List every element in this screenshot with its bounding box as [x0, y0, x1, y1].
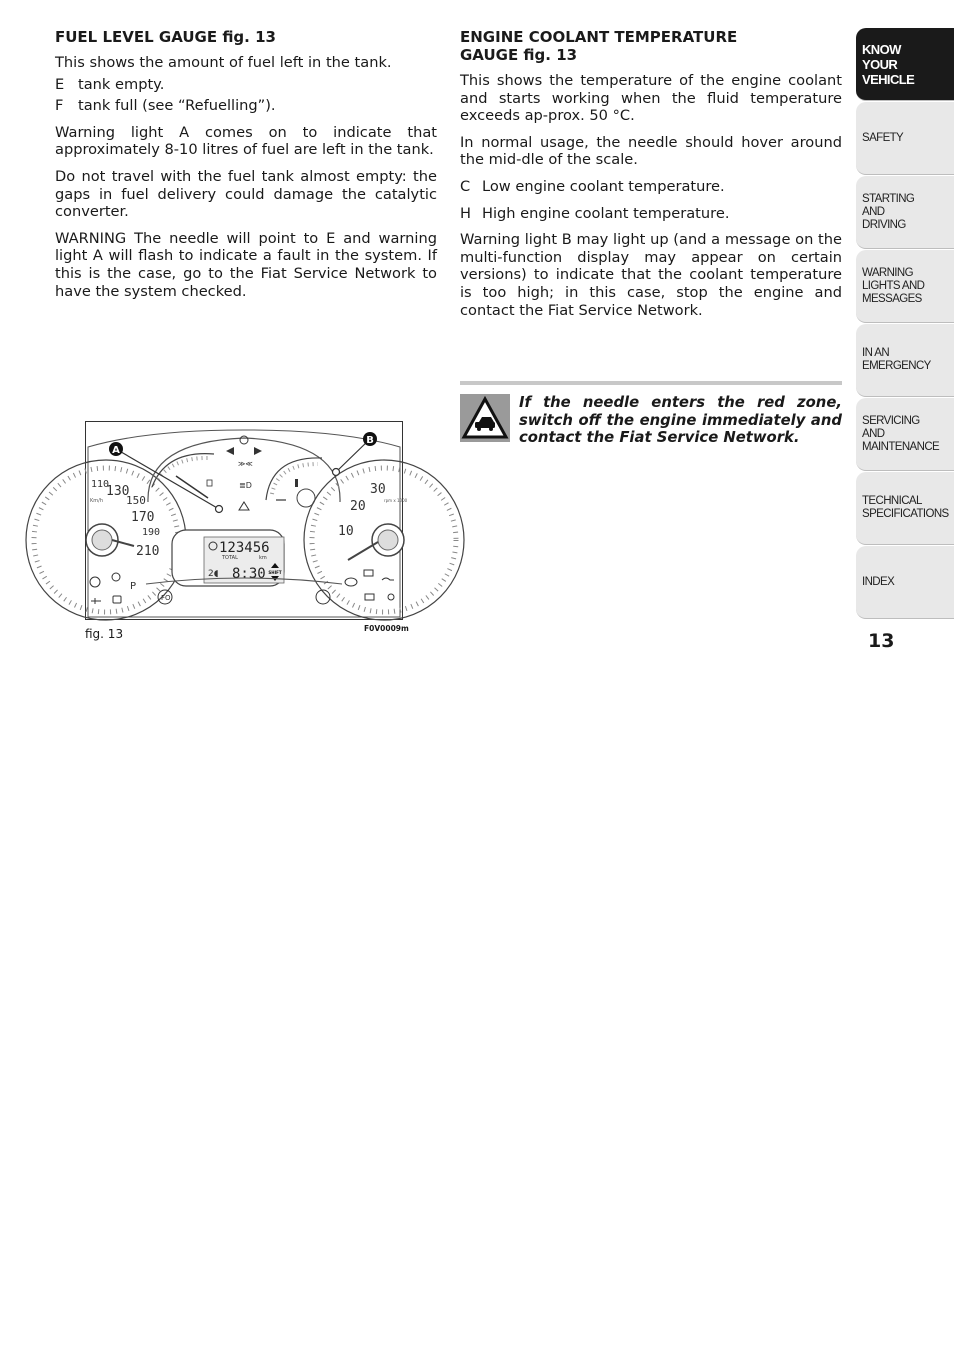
chapter-tabs	[856, 28, 954, 620]
definition-low	[460, 178, 842, 196]
rpm-unit-label: rpm x 1000	[384, 498, 408, 503]
tab-warning-lights-and-messages[interactable]: WARNING LIGHTS AND MESSAGES	[856, 250, 954, 323]
tab-technical-specifications[interactable]: TECHNICAL SPECIFICATIONS	[856, 472, 954, 545]
definition-full	[55, 97, 437, 115]
coolant-paragraph: In normal usage, the needle should hover around the mid-dle of the scale.	[460, 133, 842, 169]
warning-triangle-car-icon	[460, 394, 510, 442]
side-light-icon: ≫≪	[238, 460, 253, 468]
park-label: P	[130, 581, 137, 592]
coolant-heading-line: ENGINE COOLANT TEMPERATURE	[460, 28, 738, 46]
figure-code: F0V0009m	[364, 624, 409, 633]
speed-label: 170	[131, 510, 155, 525]
rpm-label: 10	[338, 524, 354, 539]
definition-key: F	[55, 97, 64, 115]
definition-text: tank empty.	[78, 75, 165, 93]
definition-text: tank full (see “Refuelling”).	[78, 97, 276, 115]
coolant-thermometer-icon	[295, 479, 298, 487]
tab-servicing-and-maintenance[interactable]: SERVICING AND MAINTENANCE	[856, 398, 954, 471]
definition-empty	[55, 76, 437, 94]
warning-box	[460, 381, 842, 447]
fuel-paragraph: Warning light A comes on to indicate that approximately 8-10 litres of fuel are left in the tank.	[55, 123, 437, 159]
odometer-unit: km	[259, 555, 267, 561]
fuel-paragraph: Do not travel with the fuel tank almost empty: the gaps in fuel delivery could damage the catalytic converter.	[55, 167, 437, 221]
headlight-icon: ≣D	[239, 481, 252, 490]
page-number: 13	[868, 630, 895, 652]
speed-label: 130	[106, 484, 130, 499]
tab-index[interactable]: INDEX	[856, 546, 954, 619]
callout-a-label: A	[112, 445, 120, 456]
coolant-gauge-heading	[460, 28, 842, 64]
fuel-gauge-heading: FUEL LEVEL GAUGE fig. 13	[55, 28, 276, 46]
speed-label: 210	[136, 544, 160, 559]
coolant-gauge-section	[460, 28, 842, 328]
definition-text: Low engine coolant temperature.	[482, 177, 725, 195]
fuel-gauge-section	[55, 28, 437, 309]
clock-value: 8:30	[232, 566, 266, 582]
tab-know-your-vehicle[interactable]: KNOW YOUR VEHICLE	[856, 28, 954, 101]
headlight-level-icon: 2◖	[208, 569, 219, 579]
definition-high	[460, 205, 842, 223]
tab-starting-and-driving[interactable]: STARTING AND DRIVING	[856, 176, 954, 249]
coolant-closing-paragraph: Warning light B may light up (and a message on the multi-function display may appear on certain versions) to indicate that the coolant temperature is too high; in this case, stop the engine and contact the Fiat Service Network.	[460, 231, 842, 319]
odometer-label: TOTAL	[222, 555, 238, 561]
tab-in-an-emergency[interactable]: IN AN EMERGENCY	[856, 324, 954, 397]
coolant-paragraph: This shows the temperature of the engine coolant and starts working when the fluid temperature exceeds ap-prox. 50 °C.	[460, 72, 842, 125]
figure-caption: fig. 13	[85, 627, 124, 641]
callout-b-label: B	[366, 435, 374, 446]
fuel-paragraph: WARNING The needle will point to E and warning light A will flash to indicate a fault in the system. If this is the case, go to the Fiat Service Network to have the system checked.	[55, 229, 437, 300]
odometer-value: 123456	[219, 540, 270, 556]
speed-unit-label: Km/h	[90, 498, 104, 504]
fuel-gauge-intro: This shows the amount of fuel left in the tank.	[55, 54, 392, 71]
definition-key: H	[460, 204, 471, 222]
tab-safety[interactable]: SAFETY	[856, 102, 954, 175]
definition-text: High engine coolant temperature.	[482, 204, 730, 222]
instrument-panel-illustration	[86, 422, 408, 619]
definition-key: C	[460, 177, 471, 195]
rpm-label: 20	[350, 499, 366, 514]
front-fog-label: FO	[161, 594, 171, 602]
definition-key: E	[55, 75, 65, 93]
speed-label: 110	[91, 479, 110, 490]
speed-label: 190	[142, 527, 161, 538]
coolant-heading-line: GAUGE fig. 13	[460, 46, 578, 64]
speed-label: 150	[126, 494, 146, 507]
callout-a-target	[216, 506, 223, 513]
rpm-label: 30	[370, 482, 386, 497]
warning-text: If the needle enters the red zone, switch off the engine immediately and contact the Fiat Service Network.	[519, 394, 842, 446]
instrument-panel-figure	[85, 421, 408, 620]
gear-shift-label: SHIFT	[268, 570, 282, 575]
